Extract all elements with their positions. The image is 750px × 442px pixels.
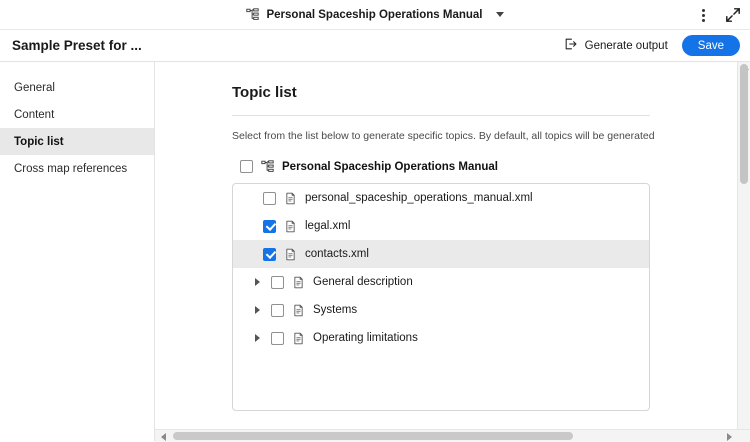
vertical-scrollbar-thumb[interactable]: [740, 64, 748, 184]
title-divider: [232, 115, 650, 116]
expand-toggle[interactable]: [251, 278, 263, 286]
generate-output-label: Generate output: [584, 39, 668, 52]
sidebar-item-topic-list[interactable]: [0, 128, 154, 155]
section-hint: Select from the list below to generate specific topics. By default, all topics will be generated: [232, 130, 655, 142]
content-body: [0, 62, 750, 441]
row-checkbox[interactable]: [271, 276, 284, 289]
expand-toggle[interactable]: [251, 334, 263, 342]
top-bar: [0, 0, 750, 30]
chevron-down-icon[interactable]: [496, 12, 504, 17]
sidebar-item-cross-map-references[interactable]: [0, 155, 154, 182]
row-label: contacts.xml: [305, 248, 369, 260]
vertical-scrollbar[interactable]: [737, 62, 750, 441]
map-tree-icon: [246, 8, 259, 21]
row-checkbox[interactable]: [263, 248, 276, 261]
sidebar-item-label: General: [14, 81, 55, 94]
row-checkbox[interactable]: [271, 304, 284, 317]
xml-file-icon: [284, 192, 297, 205]
settings-sidebar: [0, 62, 155, 441]
sidebar-item-general[interactable]: [0, 74, 154, 101]
tree-row[interactable]: [233, 324, 649, 352]
row-checkbox[interactable]: [263, 192, 276, 205]
tree-row[interactable]: [233, 184, 649, 212]
sidebar-item-label: Cross map references: [14, 162, 128, 175]
tree-row[interactable]: [233, 212, 649, 240]
scroll-right-arrow-icon[interactable]: [723, 430, 735, 442]
xml-file-icon: [284, 248, 297, 261]
kebab-menu-icon[interactable]: [694, 6, 712, 24]
map-tree-icon: [261, 160, 274, 173]
topic-list-panel: [155, 62, 750, 441]
chevron-right-icon[interactable]: [255, 334, 260, 342]
document-title: Personal Spaceship Operations Manual: [266, 8, 483, 21]
tree-row[interactable]: [233, 240, 649, 268]
tree-root-row[interactable]: [232, 160, 750, 173]
expand-toggle[interactable]: [251, 306, 263, 314]
root-checkbox[interactable]: [240, 160, 253, 173]
row-label: legal.xml: [305, 220, 351, 232]
row-label: Systems: [313, 304, 358, 316]
scroll-left-arrow-icon[interactable]: [157, 430, 169, 442]
xml-file-icon: [292, 332, 305, 345]
xml-file-icon: [284, 220, 297, 233]
sidebar-item-content[interactable]: [0, 101, 154, 128]
tree-row[interactable]: [233, 268, 649, 296]
sidebar-item-label: Content: [14, 108, 55, 121]
row-checkbox[interactable]: [263, 220, 276, 233]
xml-file-icon: [292, 304, 305, 317]
row-label: Operating limitations: [313, 332, 418, 344]
row-checkbox[interactable]: [271, 332, 284, 345]
topic-tree: [232, 183, 650, 411]
chevron-right-icon[interactable]: [255, 306, 260, 314]
horizontal-scrollbar[interactable]: [155, 429, 750, 442]
page-title: Sample Preset for ...: [12, 38, 142, 53]
preset-header: [0, 30, 750, 62]
xml-file-icon: [292, 276, 305, 289]
chevron-right-icon[interactable]: [255, 278, 260, 286]
section-title: Topic list: [232, 84, 297, 101]
sidebar-item-label: Topic list: [14, 135, 64, 148]
top-bar-actions: [694, 0, 742, 30]
document-title-group[interactable]: [246, 8, 503, 21]
export-icon: [564, 37, 578, 54]
generate-output-button[interactable]: [564, 37, 668, 54]
horizontal-scrollbar-thumb[interactable]: [173, 432, 573, 440]
row-label: General description: [313, 276, 413, 288]
row-label: personal_spaceship_operations_manual.xml: [305, 192, 533, 204]
tree-row[interactable]: [233, 296, 649, 324]
save-button[interactable]: Save: [682, 35, 740, 56]
expand-diagonal-icon[interactable]: [724, 6, 742, 24]
root-label: Personal Spaceship Operations Manual: [282, 160, 499, 173]
